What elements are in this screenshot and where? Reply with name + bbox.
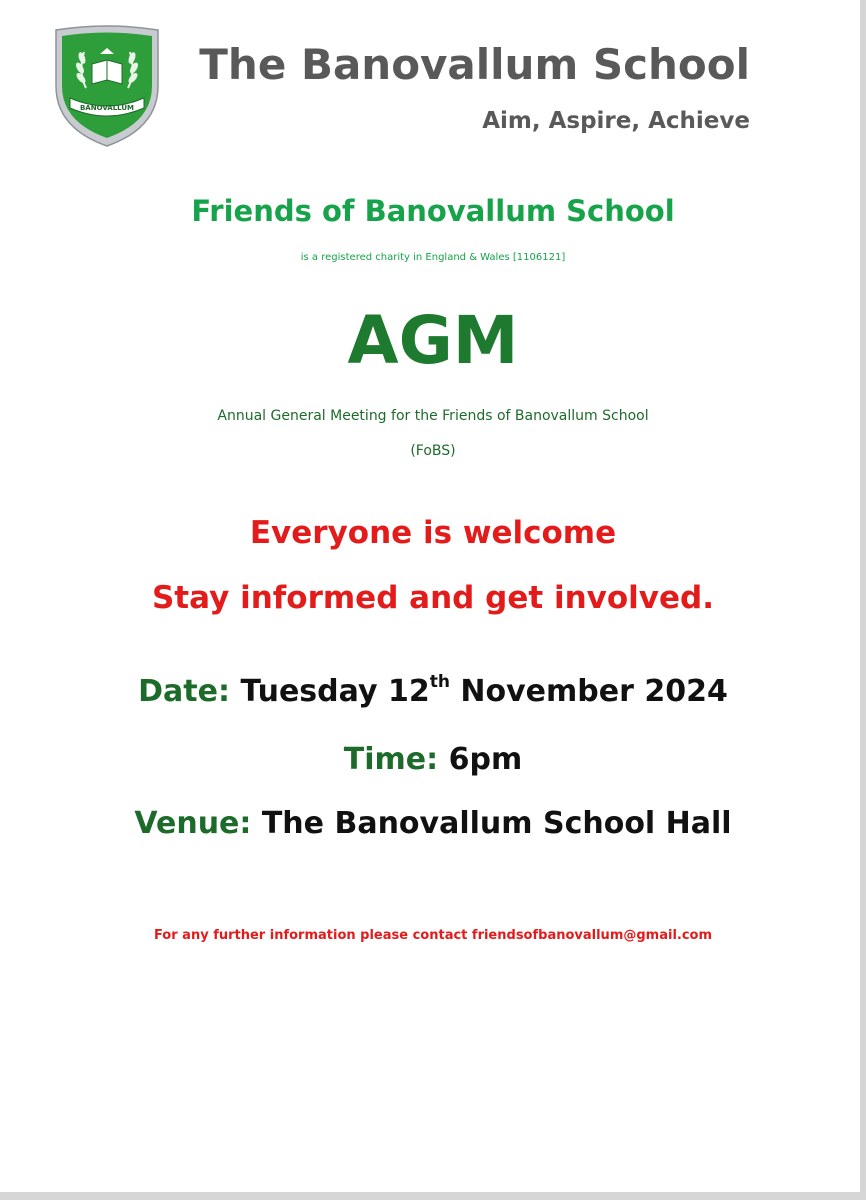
charity-registration: is a registered charity in England & Wales [1106121] <box>300 252 566 263</box>
charity-name: Friends of Banovallum School <box>191 194 675 228</box>
school-motto: Aim, Aspire, Achieve <box>482 108 750 134</box>
date-line <box>0 674 866 709</box>
time-value: 6pm <box>448 742 523 777</box>
event-title: AGM <box>347 302 519 379</box>
date-rest: November 2024 <box>460 674 728 709</box>
contact-info: For any further information please contact friendsofbanovallum@gmail.com <box>153 928 713 943</box>
time-label: Time: <box>343 742 439 777</box>
date-day: Tuesday 12 <box>240 674 430 709</box>
time-line <box>0 742 866 777</box>
involved-message: Stay informed and get involved. <box>151 580 714 616</box>
event-abbreviation: (FoBS) <box>410 443 456 459</box>
crest-banner-text: BANOVALLUM <box>79 104 135 112</box>
venue-value: The Banovallum School Hall <box>261 806 732 841</box>
welcome-message: Everyone is welcome <box>249 515 617 551</box>
date-suffix: th <box>429 672 450 692</box>
school-name: The Banovallum School <box>199 40 750 89</box>
venue-label: Venue: <box>134 806 252 841</box>
school-crest-icon <box>52 24 162 148</box>
event-description: Annual General Meeting for the Friends of Banovallum School <box>217 408 649 424</box>
date-label: Date: <box>138 674 230 709</box>
venue-line <box>0 806 866 841</box>
